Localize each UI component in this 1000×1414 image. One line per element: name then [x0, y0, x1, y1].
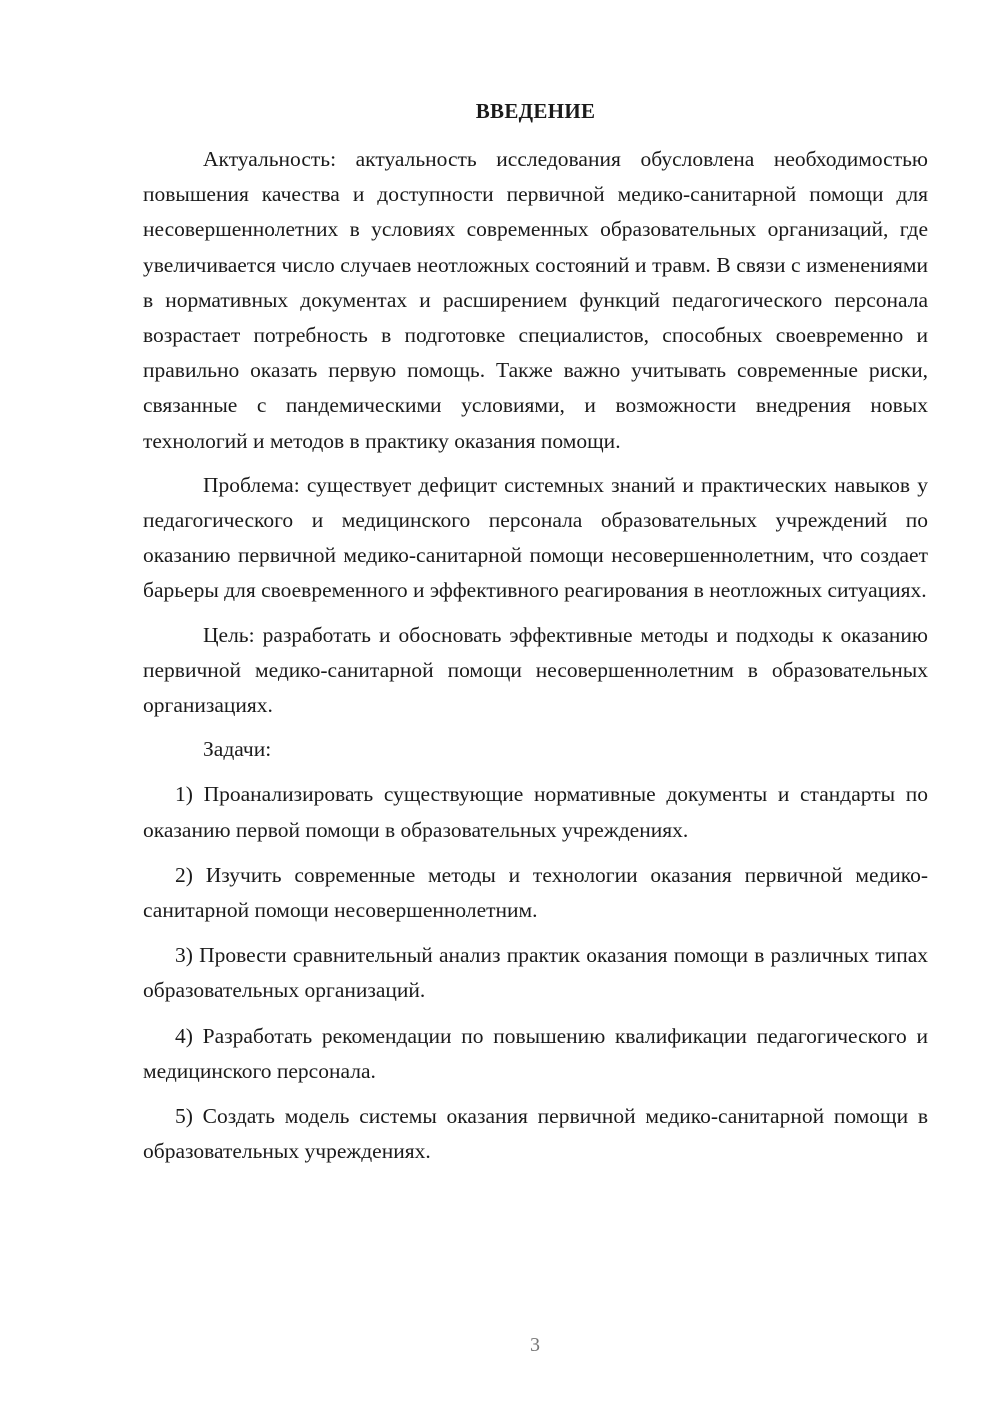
paragraph-problem: Проблема: существует дефицит системных знаний и практических навыков у педагогического и медицинского персонала образовательных учреждений по оказанию первичной медико-санитарной помощи несовершеннолетним, что создает барьеры для своевременного и эффективного реагирования в неотложных ситуациях. [143, 472, 928, 603]
task-item-4: 4) Разработать рекомендации по повышению квалификации педагогического и медицинского персонала. [143, 1023, 928, 1083]
task-item-5: 5) Создать модель системы оказания первичной медико-санитарной помощи в образовательных учреждениях. [143, 1104, 928, 1164]
paragraph-goal: Цель: разработать и обосновать эффективные методы и подходы к оказанию первичной медико-санитарной помощи несовершеннолетним в образовательных организациях. [143, 622, 928, 718]
tasks-label: Задачи: [203, 737, 272, 762]
task-item-1: 1) Проанализировать существующие нормативные документы и стандарты по оказанию первой помощи в образовательных учреждениях. [143, 782, 928, 842]
task-item-2: 2) Изучить современные методы и технологии оказания первичной медико-санитарной помощи несовершеннолетним. [143, 862, 928, 923]
body-text [143, 142, 928, 1169]
page-heading: ВВЕДЕНИЕ [475, 99, 596, 123]
task-item-3: 3) Провести сравнительный анализ практик оказания помощи в различных типах образовательных организаций. [143, 943, 928, 1003]
page-number: 3 [530, 1334, 540, 1356]
paragraph-relevance: Актуальность: актуальность исследования обусловлена необходимостью повышения качества и доступности первичной медико-санитарной помощи для несовершеннолетних в условиях современных образовательных организаций, где увеличивается число случаев неотложных состояний и травм. В связи с изменениями в нормативных документах и расширением функций педагогического персонала возрастает потребность в подготовке специалистов, способных своевременно и правильно оказать первую помощь. Также важно учитывать современные риски, связанные с пандемическими условиями, и возможности внедрения новых технологий и методов в практику оказания помощи. [143, 147, 928, 453]
